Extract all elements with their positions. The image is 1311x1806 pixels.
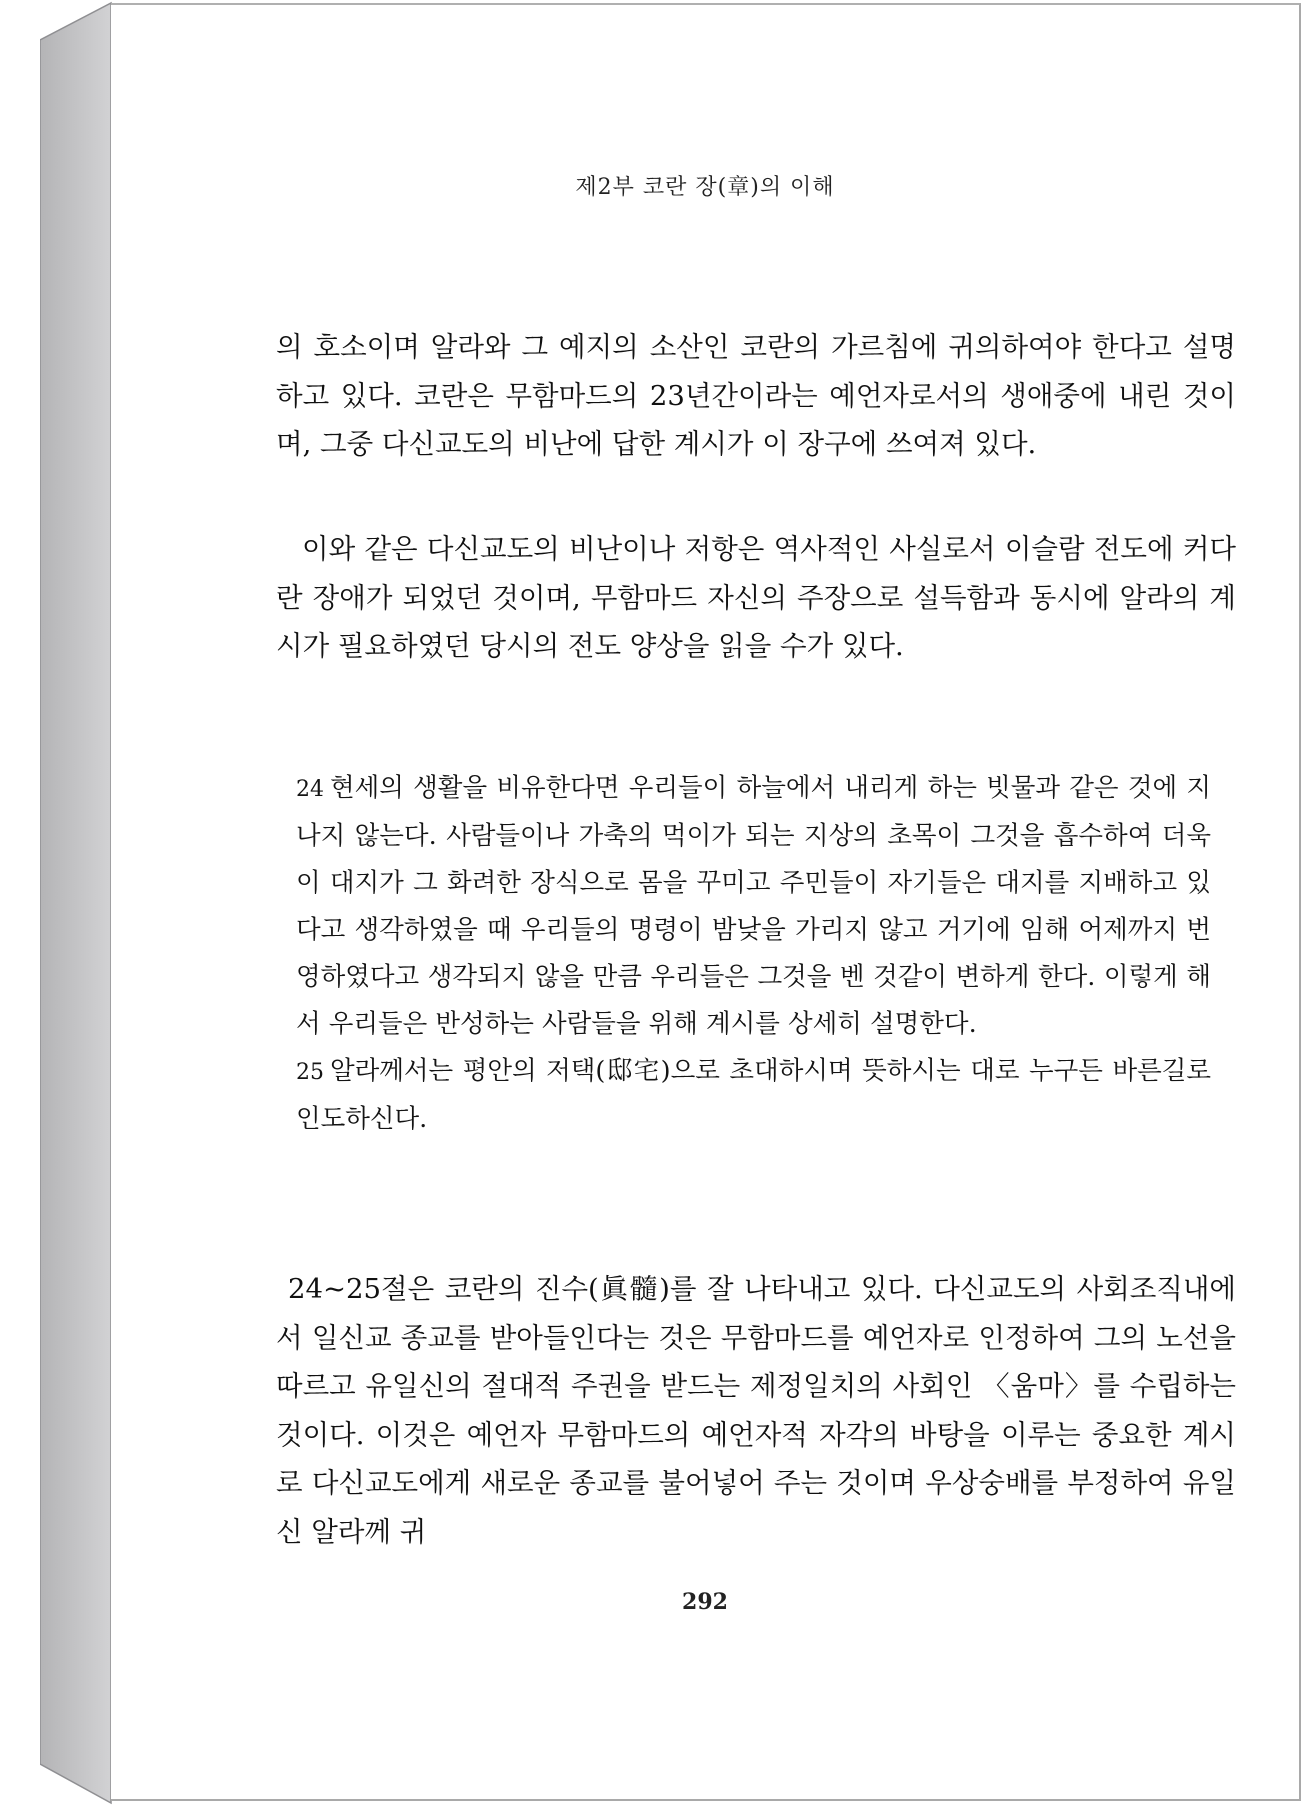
paragraph-1-text: 의 호소이며 알라와 그 예지의 소산인 코란의 가르침에 귀의하여야 한다고 설명하고 있다. 코란은 무함마드의 23년간이라는 예언자로서의 생애중에 내린 것이며, 그중 다신교도의 비난에 답한 계시가 이 장구에 쓰여져 있다.: [276, 331, 1236, 460]
page-number: 292: [682, 1589, 728, 1615]
book-spine: [40, 0, 112, 1806]
verse-block: [296, 765, 1211, 1143]
paragraph-1: [276, 323, 1236, 469]
book-page: [111, 3, 1301, 1801]
verse-text: 현세의 생활을 비유한다면 우리들이 하늘에서 내리게 하는 빗물과 같은 것에 지나지 않는다. 사람들이나 가축의 먹이가 되는 지상의 초목이 그것을 흡수하여 더욱이 대지가 그 화려한 장식으로 몸을 꾸미고 주민들이 자기들은 대지를 지배하고 있다고 생각하였을 때 우리들의 명령이 밤낮을 가리지 않고 거기에 임해 어제까지 번영하였다고 생각되지 않을 만큼 우리들은 그것을 벤 것같이 변하게 한다. 이렇게 해서 우리들은 반성하는 사람들을 위해 계시를 상세히 설명한다.: [296, 773, 1211, 1039]
paragraph-2-text: 이와 같은 다신교도의 비난이나 저항은 역사적인 사실로서 이슬람 전도에 커다란 장애가 되었던 것이며, 무함마드 자신의 주장으로 설득함과 동시에 알라의 계시가 필요하였던 당시의 전도 양상을 읽을 수가 있다.: [276, 533, 1236, 662]
verse-number: 24: [296, 777, 324, 802]
verse-number: 25: [296, 1060, 324, 1085]
paragraph-3: [276, 1265, 1236, 1556]
verse-25: [296, 1048, 1211, 1143]
running-head: 제2부 코란 장(章)의 이해: [575, 175, 835, 200]
paragraph-3-text: 24~25절은 코란의 진수(眞髓)를 잘 나타내고 있다. 다신교도의 사회조직내에서 일신교 종교를 받아들인다는 것은 무함마드를 예언자로 인정하여 그의 노선을 따르고 유일신의 절대적 주권을 받드는 제정일치의 사회인 〈움마〉를 수립하는 것이다. 이것은 예언자 무함마드의 예언자적 자각의 바탕을 이루는 중요한 계시로 다신교도에게 새로운 종교를 불어넣어 주는 것이며 우상숭배를 부정하여 유일신 알라께 귀: [276, 1273, 1236, 1548]
paragraph-2: [276, 525, 1236, 671]
verse-text: 알라께서는 평안의 저택(邸宅)으로 초대하시며 뜻하시는 대로 누구든 바른길로 인도하신다.: [296, 1056, 1211, 1134]
verse-24: [296, 765, 1211, 1048]
